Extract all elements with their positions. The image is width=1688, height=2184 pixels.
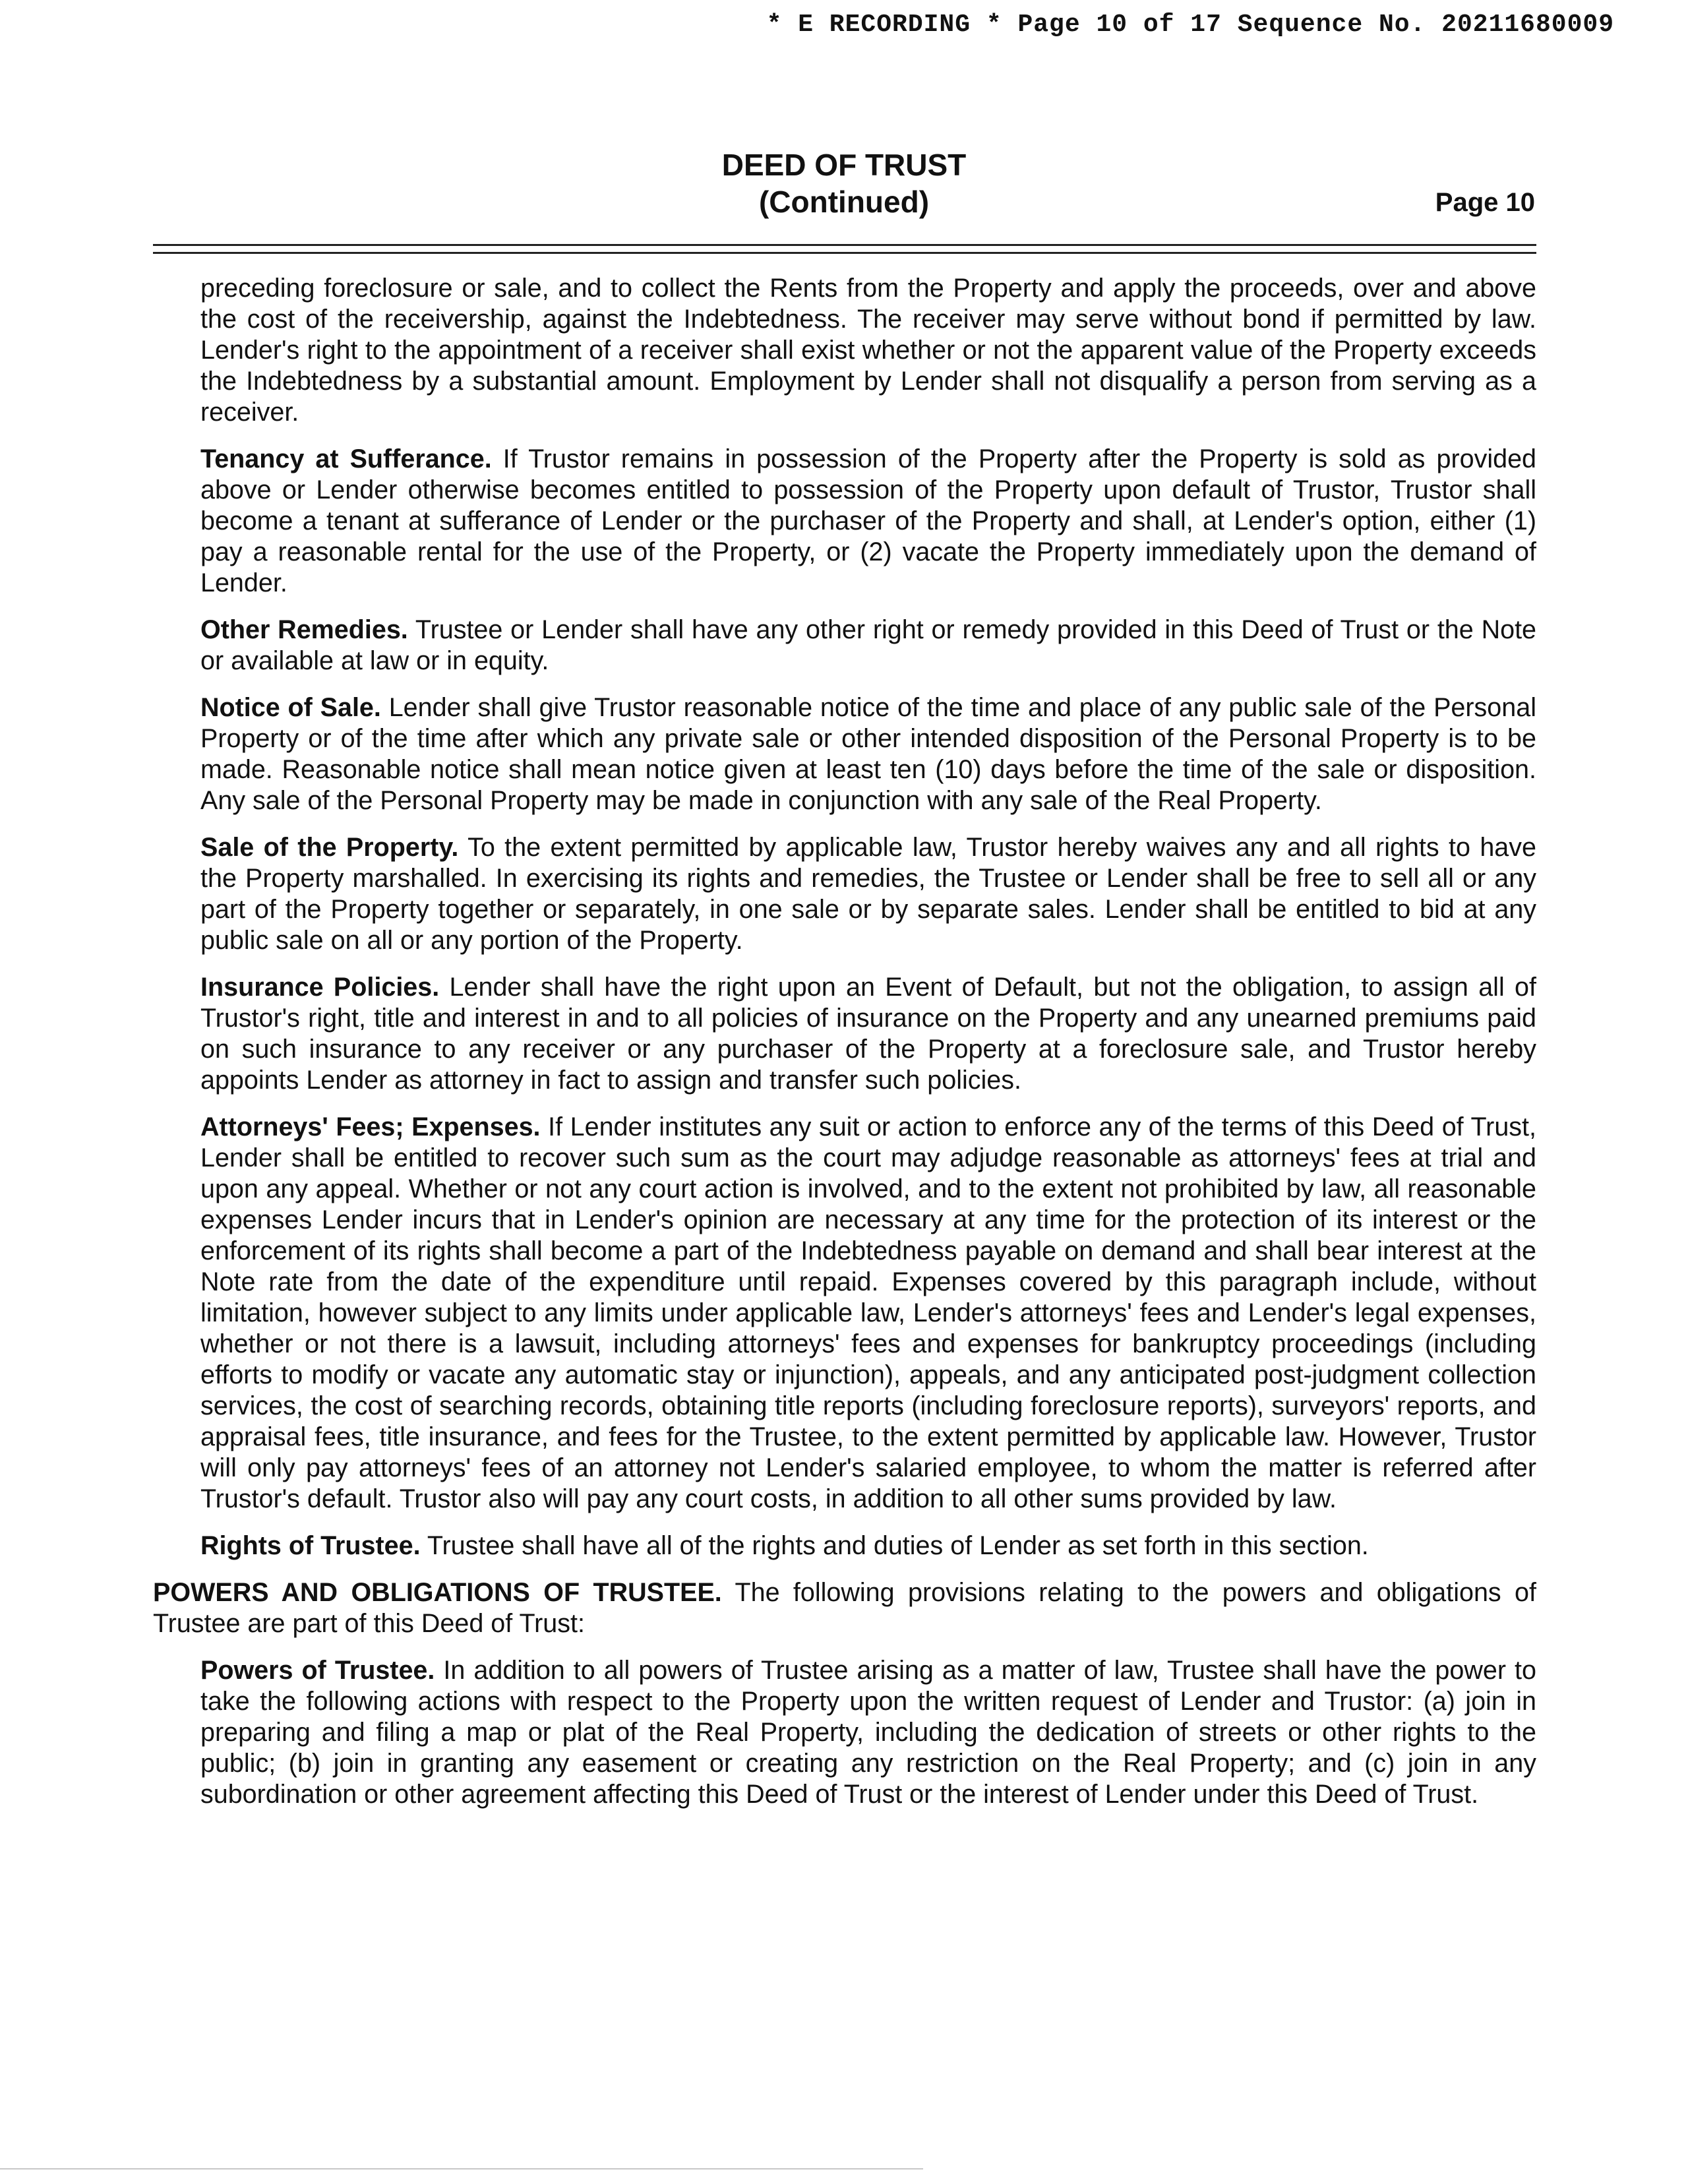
title-line-1: DEED OF TRUST <box>721 148 967 182</box>
paragraph-rights-of-trustee <box>200 1531 1536 1562</box>
paragraph-heading: Sale of the Property. <box>200 833 459 862</box>
paragraph-text: If Lender institutes any suit or action to enforce any of the terms of this Deed of Trust, Lender shall be entitled to recover such sum as the court may adjudge reasonable as attorneys' fees at trial and upon any appeal. Whether or not any court action is involved, and to the extent not prohibited by law, all reasonable expenses Lender incurs that in Lender's opinion are necessary at any time for the protection of its interest or the enforcement of its rights shall become a part of the Indebtedness payable on demand and shall bear interest at the Note rate from the date of the expenditure until repaid. Expenses covered by this paragraph include, without limitation, however subject to any limits under applicable law, Lender's attorneys' fees and Lender's legal expenses, whether or not there is a lawsuit, including attorneys' fees and expenses for bankruptcy proceedings (including efforts to modify or vacate any automatic stay or injunction), appeals, and any anticipated post-judgment collection services, the cost of searching records, obtaining title reports (including foreclosure reports), surveyors' reports, and appraisal fees, title insurance, and fees for the Trustee, to the extent permitted by applicable law. However, Trustor will only pay attorneys' fees of an attorney not Lender's salaried employee, to whom the matter is referred after Trustor's default. Trustor also will pay any court costs, in addition to all other sums provided by law. <box>200 1112 1537 1513</box>
paragraph-text: Trustee shall have all of the rights and duties of Lender as set forth in this section. <box>427 1531 1369 1560</box>
paragraph-other-remedies <box>200 615 1536 677</box>
paragraph-text: Trustee or Lender shall have any other right or remedy provided in this Deed of Trust or the Note or available at law or in equity. <box>200 615 1537 675</box>
scan-footer-line <box>0 2168 923 2169</box>
paragraph-text: Lender shall give Trustor reasonable notice of the time and place of any public sale of the Personal Property or of the time after which any private sale or other intended disposition of the Personal Property is to be made. Reasonable notice shall mean notice given at least ten (10) days before the time of the sale or disposition. Any sale of the Personal Property may be made in conjunction with any sale of the Real Property. <box>200 693 1536 815</box>
page-label: Page 10 <box>1435 188 1535 217</box>
paragraph-heading: Powers of Trustee. <box>200 1656 435 1685</box>
header-rule-bottom <box>153 252 1536 254</box>
paragraph-notice-of-sale <box>200 692 1536 816</box>
paragraph-text: If Trustor remains in possession of the Property after the Property is sold as provided above or Lender otherwise becomes entitled to possession of the Property upon default of Trustor, Trustor shall become a tenant at sufferance of Lender or the purchaser of the Property and shall, at Lender's option, either (1) pay a reasonable rental for the use of the Property, or (2) vacate the Property immediately upon the demand of Lender. <box>200 444 1537 597</box>
title-line-2: (Continued) <box>758 185 930 219</box>
paragraph-powers-of-trustee <box>200 1655 1536 1810</box>
section-powers-and-obligations <box>153 1577 1536 1639</box>
document-body <box>153 273 1536 1826</box>
paragraph-heading: Attorneys' Fees; Expenses. <box>200 1112 541 1141</box>
paragraph-text: To the extent permitted by applicable law, Trustor hereby waives any and all rights to have the Property marshalled. In exercising its rights and remedies, the Trustee or Lender shall be free to sell all or any part of the Property together or separately, in one sale or by separate sales. Lender shall be entitled to bid at any public sale on all or any portion of the Property. <box>200 833 1536 955</box>
paragraph-receiver-continued <box>200 273 1536 428</box>
header-rule-top <box>153 244 1536 246</box>
paragraph-text: In addition to all powers of Trustee arising as a matter of law, Trustee shall have the power to take the following actions with respect to the Property upon the written request of Lender and Trustor: (a) join in preparing and filing a map or plat of the Real Property, including the dedication of streets or other rights to the public; (b) join in granting any easement or creating any restriction on the Real Property; and (c) join in any subordination or other agreement affecting this Deed of Trust or the interest of Lender under this Deed of Trust. <box>200 1656 1536 1809</box>
section-text: The following provisions relating to the powers and obligations of Trustee are part of this Deed of Trust: <box>153 1578 1536 1638</box>
paragraph-text: Lender shall have the right upon an Event of Default, but not the obligation, to assign all of Trustor's right, title and interest in and to all policies of insurance on the Property and any unearned premiums paid on such insurance to any receiver or any purchaser of the Property at a foreclosure sale, and Trustor hereby appoints Lender as attorney in fact to assign and transfer such policies. <box>200 973 1537 1095</box>
paragraph-insurance-policies <box>200 972 1536 1096</box>
paragraph-heading: Notice of Sale. <box>200 693 381 722</box>
paragraph-heading: Insurance Policies. <box>200 973 440 1002</box>
paragraph-heading: Rights of Trustee. <box>200 1531 421 1560</box>
paragraph-tenancy-at-sufferance <box>200 444 1536 599</box>
paragraph-heading: Other Remedies. <box>200 615 408 644</box>
paragraph-sale-of-property <box>200 832 1536 956</box>
recording-header: * E RECORDING * Page 10 of 17 Sequence No. 20211680009 <box>766 11 1614 39</box>
paragraph-attorneys-fees <box>200 1112 1536 1515</box>
paragraph-text: preceding foreclosure or sale, and to collect the Rents from the Property and apply the proceeds, over and above the cost of the receivership, against the Indebtedness. The receiver may serve without bond if permitted by law. Lender's right to the appointment of a receiver shall exist whether or not the apparent value of the Property exceeds the Indebtedness by a substantial amount. Employment by Lender shall not disqualify a person from serving as a receiver. <box>200 274 1536 427</box>
paragraph-heading: Tenancy at Sufferance. <box>200 444 492 473</box>
section-heading: POWERS AND OBLIGATIONS OF TRUSTEE. <box>153 1578 722 1607</box>
